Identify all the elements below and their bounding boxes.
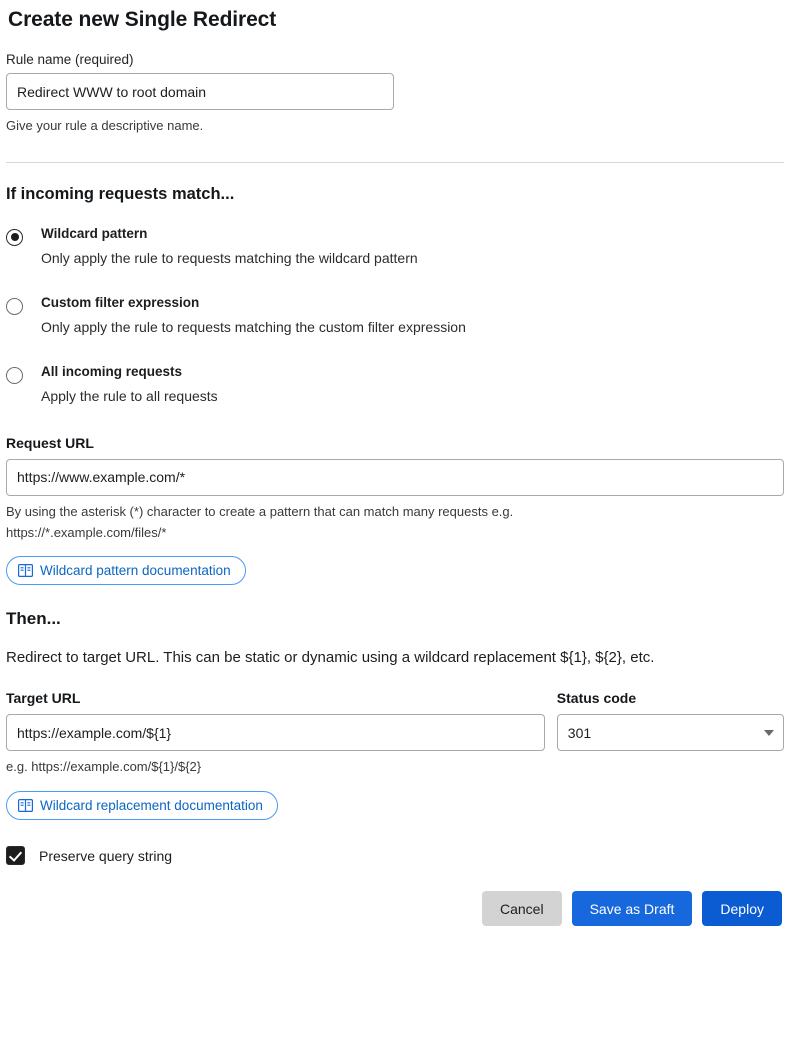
single-redirect-form — [0, 8, 790, 926]
target-and-status-row — [6, 690, 784, 751]
radio-indicator[interactable] — [6, 229, 23, 246]
form-actions — [6, 891, 784, 926]
cancel-button[interactable]: Cancel — [482, 891, 562, 926]
rule-name-label: Rule name (required) — [6, 52, 134, 67]
radio-option-wildcard-pattern[interactable] — [6, 226, 784, 267]
radio-title: Custom filter expression — [41, 294, 200, 310]
radio-description: Only apply the rule to requests matching the wildcard pattern — [41, 250, 418, 267]
status-code-label: Status code — [556, 690, 637, 707]
preserve-query-string-row[interactable] — [6, 846, 784, 865]
match-radio-group — [6, 226, 784, 405]
then-section-description: Redirect to target URL. This can be static or dynamic using a wildcard replacement ${1}, ${2}, etc. — [6, 649, 655, 667]
match-section-heading: If incoming requests match... — [6, 184, 235, 203]
page-title: Create new Single Redirect — [8, 8, 277, 31]
preserve-query-string-label: Preserve query string — [39, 847, 173, 864]
radio-description: Only apply the rule to requests matching the custom filter expression — [41, 319, 466, 336]
target-url-input[interactable] — [6, 714, 545, 751]
doc-link-label: Wildcard pattern documentation — [40, 563, 231, 579]
wildcard-replacement-documentation-link[interactable] — [6, 791, 278, 820]
book-icon — [18, 564, 33, 577]
request-url-input[interactable] — [6, 459, 784, 496]
radio-title: Wildcard pattern — [41, 225, 148, 241]
request-url-helper-line1: By using the asterisk (*) character to create a pattern that can match many requests e.g. — [6, 503, 514, 519]
rule-name-input[interactable] — [6, 73, 394, 110]
radio-indicator[interactable] — [6, 367, 23, 384]
rule-name-helper: Give your rule a descriptive name. — [6, 118, 204, 133]
radio-description: Apply the rule to all requests — [41, 388, 218, 404]
save-as-draft-button[interactable]: Save as Draft — [572, 891, 693, 926]
status-code-select[interactable] — [557, 714, 784, 751]
then-section-heading: Then... — [6, 609, 61, 629]
request-url-label: Request URL — [6, 434, 94, 451]
radio-indicator[interactable] — [6, 298, 23, 315]
wildcard-pattern-documentation-link[interactable] — [6, 556, 246, 585]
section-divider — [6, 162, 784, 163]
radio-title: All incoming requests — [41, 363, 183, 379]
book-icon — [18, 799, 33, 812]
preserve-query-string-checkbox[interactable] — [6, 846, 25, 865]
request-url-helper-line2: https://*.example.com/files/* — [6, 524, 167, 540]
target-url-helper: e.g. https://example.com/${1}/${2} — [6, 759, 202, 775]
radio-option-all-incoming-requests[interactable] — [6, 364, 784, 405]
radio-option-custom-filter-expression[interactable] — [6, 295, 784, 336]
target-url-label: Target URL — [6, 690, 81, 707]
deploy-button[interactable]: Deploy — [702, 891, 782, 926]
doc-link-label: Wildcard replacement documentation — [40, 798, 263, 814]
